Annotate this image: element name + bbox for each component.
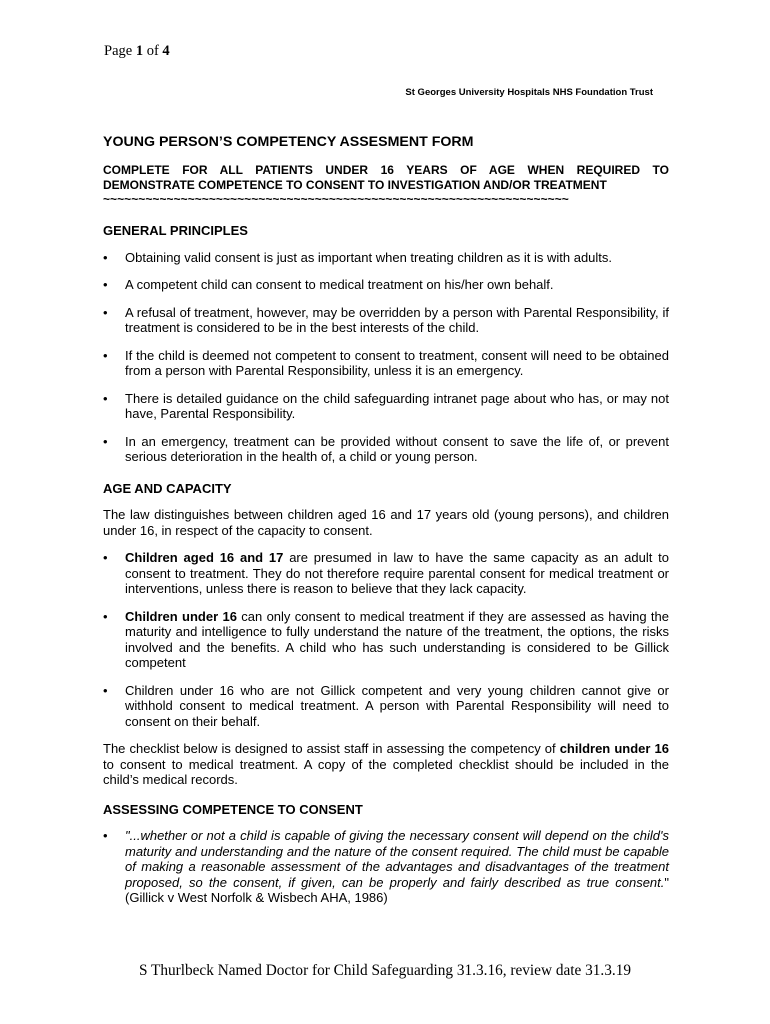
age-item-1-bold: Children aged 16 and 17	[125, 550, 284, 565]
list-item	[103, 434, 669, 465]
list-item-text: There is detailed guidance on the child safeguarding intranet page about who has, or may not have, Parental Responsibility.	[125, 390, 669, 421]
checklist-paragraph	[103, 741, 669, 788]
form-instruction	[103, 163, 669, 193]
bullet-dot: •	[103, 277, 108, 292]
assessing-heading: ASSESSING COMPETENCE TO CONSENT	[103, 801, 363, 817]
bullet-dot: •	[103, 828, 108, 843]
list-item	[103, 250, 669, 266]
checklist-text-bold: children under 16	[559, 741, 669, 756]
bullet-dot: •	[103, 608, 108, 624]
page-label: Page	[104, 43, 133, 59]
list-item	[103, 828, 669, 906]
age-item-1-text: are presumed in law to have the same capacity as an adult to consent to treatment. They do not therefore require parental consent for medical treatment or interventions, unless there is reason to believe that they lack capacity.	[125, 550, 670, 596]
bullet-dot: •	[103, 304, 108, 320]
general-principles-heading: GENERAL PRINCIPLES	[103, 223, 248, 238]
list-item	[103, 391, 669, 422]
age-capacity-intro: The law distinguishes between children aged 16 and 17 years old (young persons), and children under 16, in respect of the capacity to consent.	[103, 507, 669, 538]
page-current: 1	[135, 43, 144, 59]
list-item	[103, 348, 669, 379]
age-capacity-list	[103, 550, 669, 729]
bullet-dot: •	[103, 550, 108, 565]
list-item-text: If the child is deemed not competent to consent to treatment, consent will need to be obtained from a person with Parental Responsibility, unless it is an emergency.	[125, 347, 669, 378]
page-total: 4	[162, 43, 170, 59]
page-of: of	[146, 43, 159, 59]
list-item	[103, 550, 669, 597]
instruction-line-1: COMPLETE FOR ALL PATIENTS UNDER 16 YEARS OF AGE WHEN REQUIRED TO	[103, 163, 669, 177]
general-principles-list	[103, 250, 669, 465]
age-item-2-bold: Children under 16	[125, 608, 237, 624]
age-item-3-text: Children under 16 who are not Gillick competent and very young children cannot give or withhold consent to medical treatment. A person with Parental Responsibility will need to consent on their behalf.	[125, 682, 669, 729]
instruction-line-2: DEMONSTRATE COMPETENCE TO CONSENT TO INVESTIGATION AND/OR TREATMENT	[103, 178, 607, 192]
bullet-dot: •	[103, 249, 108, 265]
list-item	[103, 277, 669, 293]
page-number	[104, 43, 170, 60]
age-item-2-text: can only consent to medical treatment if they are assessed as having the maturity and intelligence to fully understand the nature of the treatment, the options, the risks involved and the benefits. A child who has such understanding is considered to be Gillick competent	[125, 608, 669, 670]
trust-name: St Georges University Hospitals NHS Foundation Trust	[405, 87, 653, 98]
list-item-text: A competent child can consent to medical treatment on his/her own behalf.	[125, 277, 554, 292]
bullet-dot: •	[103, 433, 108, 449]
quote-close: "	[664, 874, 669, 890]
gillick-quote: "...whether or not a child is capable of giving the necessary consent will depend on the child's maturity and understanding and the nature of the consent required. The child must be capable of making a reasonable assessment of the advantages and disadvantages of the treatment proposed, so the consent, if given, can be properly and fairly described as true consent.	[125, 828, 669, 890]
list-item	[103, 305, 669, 336]
list-item-text: Obtaining valid consent is just as important when treating children as it is with adults.	[125, 249, 613, 265]
checklist-text-pre: The checklist below is designed to assist staff in assessing the competency of	[103, 741, 560, 756]
age-capacity-heading: AGE AND CAPACITY	[103, 480, 232, 496]
assessing-list	[103, 828, 669, 906]
tilde-separator: ~~~~~~~~~~~~~~~~~~~~~~~~~~~~~~~~~~~~~~~~~~~~~~~~~~~~~~~~~~~~~~~~~~	[103, 193, 569, 205]
checklist-text-post: to consent to medical treatment. A copy of the completed checklist should be included in the child’s medical records.	[103, 756, 669, 787]
bullet-dot: •	[103, 347, 108, 363]
page-footer: S Thurlbeck Named Doctor for Child Safeguarding 31.3.16, review date 31.3.19	[138, 962, 632, 979]
list-item-text: A refusal of treatment, however, may be overridden by a person with Parental Responsibility, if treatment is considered to be in the best interests of the child.	[125, 304, 669, 335]
form-title: YOUNG PERSON’S COMPETENCY ASSESMENT FORM	[103, 134, 474, 150]
bullet-dot: •	[103, 390, 108, 406]
gillick-citation: (Gillick v West Norfolk & Wisbech AHA, 1986)	[125, 890, 388, 905]
list-item-text: In an emergency, treatment can be provided without consent to save the life of, or prevent serious deterioration in the health of, a child or young person.	[125, 433, 669, 464]
list-item	[103, 609, 669, 671]
document-body	[103, 134, 669, 918]
bullet-dot: •	[103, 682, 108, 698]
list-item	[103, 683, 669, 730]
